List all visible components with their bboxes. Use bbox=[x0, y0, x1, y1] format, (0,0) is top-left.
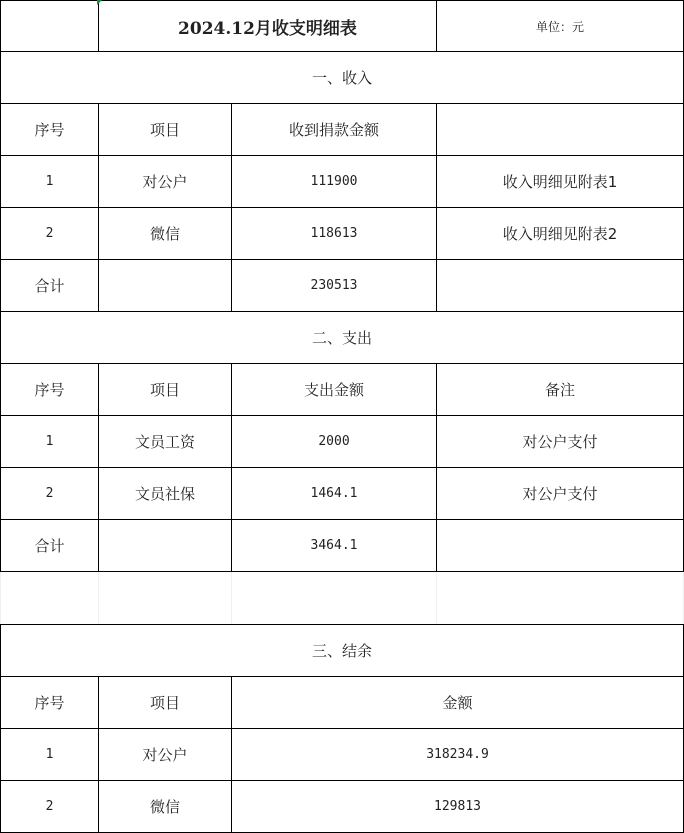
row-number[interactable]: 1 bbox=[0, 416, 99, 468]
empty-cell[interactable] bbox=[99, 572, 232, 624]
item-cell[interactable]: 文员工资 bbox=[99, 416, 232, 468]
column-header[interactable]: 序号 bbox=[0, 677, 99, 729]
unit-cell[interactable] bbox=[437, 0, 684, 52]
expense-header-row bbox=[0, 364, 684, 416]
total-amount[interactable]: 230513 bbox=[232, 260, 437, 312]
table-row bbox=[0, 468, 684, 520]
amount-cell[interactable]: 111900 bbox=[232, 156, 437, 208]
item-cell[interactable]: 文员社保 bbox=[99, 468, 232, 520]
column-header[interactable]: 备注 bbox=[437, 364, 684, 416]
income-section-title[interactable]: 一、收入 bbox=[0, 52, 684, 104]
column-header[interactable]: 项目 bbox=[99, 677, 232, 729]
amount-cell[interactable]: 118613 bbox=[232, 208, 437, 260]
row-number[interactable]: 1 bbox=[0, 729, 99, 781]
balance-section-row bbox=[0, 624, 684, 677]
column-header[interactable]: 金额 bbox=[232, 677, 684, 729]
column-header[interactable]: 项目 bbox=[99, 104, 232, 156]
total-label[interactable]: 合计 bbox=[0, 520, 99, 572]
balance-header-row bbox=[0, 677, 684, 729]
expense-total-row bbox=[0, 520, 684, 572]
item-cell[interactable]: 微信 bbox=[99, 781, 232, 833]
item-cell[interactable]: 对公户 bbox=[99, 729, 232, 781]
column-header[interactable]: 序号 bbox=[0, 104, 99, 156]
amount-cell[interactable]: 318234.9 bbox=[232, 729, 684, 781]
item-cell[interactable]: 对公户 bbox=[99, 156, 232, 208]
note-cell[interactable] bbox=[437, 260, 684, 312]
total-label[interactable]: 合计 bbox=[0, 260, 99, 312]
title-row bbox=[0, 0, 684, 52]
table-row bbox=[0, 729, 684, 781]
note-cell[interactable]: 对公户支付 bbox=[437, 468, 684, 520]
row-number[interactable]: 2 bbox=[0, 208, 99, 260]
income-section-row bbox=[0, 52, 684, 104]
empty-row bbox=[0, 572, 684, 624]
table-row bbox=[0, 156, 684, 208]
note-cell[interactable] bbox=[437, 520, 684, 572]
row-number[interactable]: 1 bbox=[0, 156, 99, 208]
expense-section-title[interactable]: 二、支出 bbox=[0, 312, 684, 364]
unit-label: 单位：元 bbox=[535, 19, 584, 34]
amount-cell[interactable]: 2000 bbox=[232, 416, 437, 468]
balance-section-title[interactable]: 三、结余 bbox=[0, 624, 684, 677]
column-header[interactable]: 序号 bbox=[0, 364, 99, 416]
item-cell[interactable] bbox=[99, 520, 232, 572]
amount-cell[interactable]: 1464.1 bbox=[232, 468, 437, 520]
column-header[interactable]: 项目 bbox=[99, 364, 232, 416]
item-cell[interactable]: 微信 bbox=[99, 208, 232, 260]
table-title: 2024.12月收支明细表 bbox=[178, 18, 357, 39]
table-title-cell[interactable] bbox=[99, 0, 437, 52]
row-number[interactable]: 2 bbox=[0, 468, 99, 520]
title-blank-cell[interactable] bbox=[0, 0, 99, 52]
column-header[interactable]: 收到捐款金额 bbox=[232, 104, 437, 156]
column-header[interactable]: 支出金额 bbox=[232, 364, 437, 416]
expense-section-row bbox=[0, 312, 684, 364]
table-row bbox=[0, 781, 684, 833]
note-cell[interactable]: 收入明细见附表2 bbox=[437, 208, 684, 260]
empty-cell[interactable] bbox=[232, 572, 437, 624]
item-cell[interactable] bbox=[99, 260, 232, 312]
total-amount[interactable]: 3464.1 bbox=[232, 520, 437, 572]
income-header-row bbox=[0, 104, 684, 156]
income-total-row bbox=[0, 260, 684, 312]
note-cell[interactable]: 收入明细见附表1 bbox=[437, 156, 684, 208]
table-row bbox=[0, 416, 684, 468]
column-header[interactable] bbox=[437, 104, 684, 156]
table-row bbox=[0, 208, 684, 260]
row-number[interactable]: 2 bbox=[0, 781, 99, 833]
empty-cell[interactable] bbox=[437, 572, 684, 624]
amount-cell[interactable]: 129813 bbox=[232, 781, 684, 833]
empty-cell[interactable] bbox=[0, 572, 99, 624]
note-cell[interactable]: 对公户支付 bbox=[437, 416, 684, 468]
